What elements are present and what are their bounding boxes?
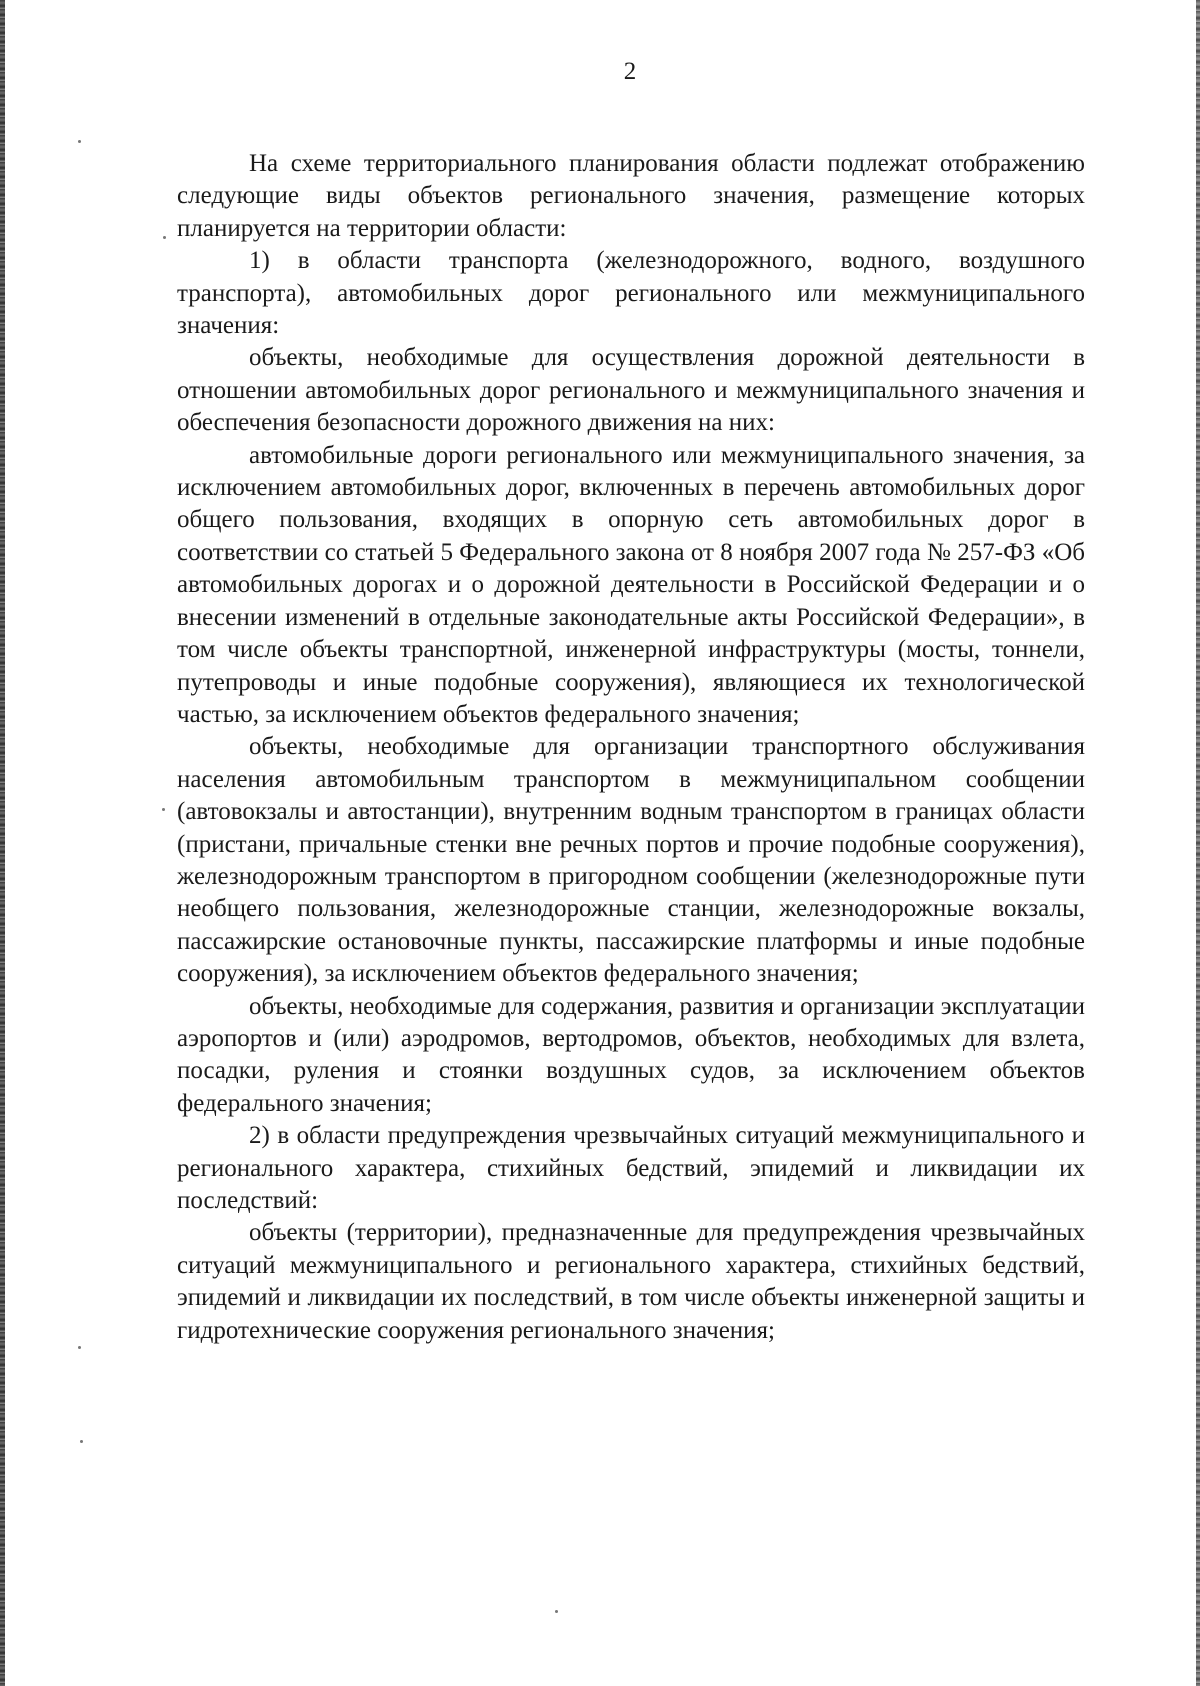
paragraph-intro: На схеме территориального планирования области подлежат отображению следующие виды объектов регионального значения, размещение которых планируется на территории области: xyxy=(177,150,1085,242)
paragraph-transport-service-objects: объекты, необходимые для организации транспортного обслуживания населения автомобильным транспортом в межмуниципальном сообщении (автовокзалы и автостанции), внутренним водным транспортом в границах области (пристани, причальные стенки вне речных портов и прочие подобные сооружения), железнодорожным транспортом в пригородном сообщении (железнодорожные пути необщего пользования, железнодорожные станции, железнодорожные вокзалы, пассажирские остановочные пункты, пассажирские платформы и иные подобные сооружения), за исключением объектов федерального значения; xyxy=(177,733,1085,988)
scan-speck xyxy=(555,1610,558,1613)
paragraph-emergency-objects: объекты (территории), предназначенные для предупреждения чрезвычайных ситуаций межмуниципального и регионального характера, стихийных бедствий, эпидемий и ликвидации их последствий, в том числе объекты инженерной защиты и гидротехнические сооружения регионального значения; xyxy=(177,1219,1085,1344)
page-number: 2 xyxy=(623,58,637,85)
paragraph-road-activity-objects: объекты, необходимые для осуществления дорожной деятельности в отношении автомобильных дорог регионального и межмуниципального значения и обеспечения безопасности дорожного движения на них: xyxy=(177,344,1085,437)
paragraph-item-1-transport: 1) в области транспорта (железнодорожного, водного, воздушного транспорта), автомобильных дорог регионального или межмуниципального значения: xyxy=(177,247,1085,340)
scan-speck xyxy=(78,1346,81,1349)
scan-edge-left xyxy=(0,0,5,1686)
scan-speck xyxy=(163,236,166,239)
scan-speck xyxy=(162,808,165,811)
paragraph-regional-roads: автомобильные дороги регионального или межмуниципального значения, за исключением автомобильных дорог, включенных в перечень автомобильных дорог общего пользования, входящих в опорную сеть автомобильных дорог в соответствии со статьей 5 Федерального закона от 8 ноября 2007 года № 257-ФЗ «Об автомобильных дорогах и о дорожной деятельности в Российской Федерации и о внесении изменений в отдельные законодательные акты Российской Федерации», в том числе объекты транспортной, инженерной инфраструктуры (мосты, тоннели, путепроводы и иные подобные сооружения), являющиеся их технологической частью, за исключением объектов федерального значения; xyxy=(177,441,1085,728)
paragraph-airport-objects: объекты, необходимые для содержания, развития и организации эксплуатации аэропортов и (или) аэродромов, вертодромов, объектов, необходимых для взлета, посадки, руления и стоянки воздушных судов, за исключением объектов федерального значения; xyxy=(177,992,1085,1117)
paragraph-item-2-emergencies: 2) в области предупреждения чрезвычайных ситуаций межмуниципального и регионального характера, стихийных бедствий, эпидемий и ликвидации их последствий: xyxy=(177,1122,1085,1214)
scan-edge-right xyxy=(1196,0,1200,1686)
scan-speck xyxy=(80,1440,83,1443)
document-body xyxy=(177,148,1085,1347)
scan-speck xyxy=(78,140,81,143)
